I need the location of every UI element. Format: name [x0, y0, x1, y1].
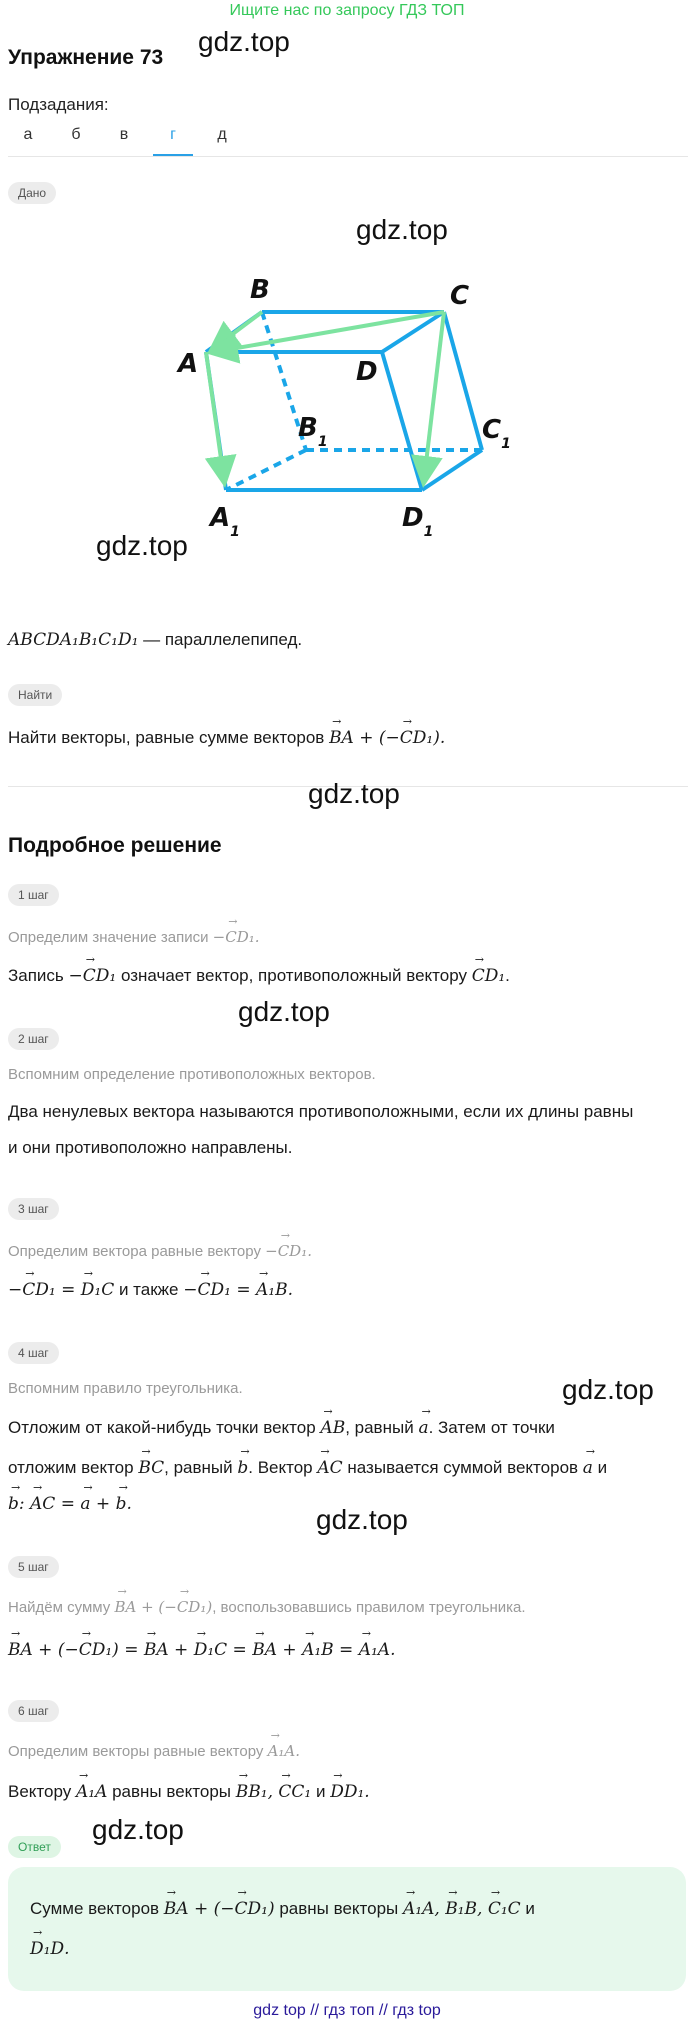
step-body: → BA + (−→ CD₁) = → BA + → D₁C = → BA + → A₁B = → A₁A. — [8, 1640, 396, 1660]
step-pill: 5 шаг — [8, 1556, 59, 1578]
step-pill: 6 шаг — [8, 1700, 59, 1722]
edge-cc1 — [444, 312, 482, 450]
search-banner[interactable]: Ищите нас по запросу ГДЗ ТОП — [229, 2, 465, 19]
label-b1: $B_1$ — [298, 413, 328, 450]
find-text: Найти векторы, равные сумме векторов → BA + (−→ CD₁). — [8, 728, 445, 748]
subtasks-label: Подзадания: — [8, 95, 109, 114]
given-text: ABCDA₁B₁C₁D₁ — параллелепипед. — [8, 630, 303, 650]
step-body-line: и они противоположно направлены. — [8, 1138, 293, 1157]
edge-b1a1 — [226, 450, 306, 490]
step-pill: 4 шаг — [8, 1342, 59, 1364]
step-hint: Определим значение записи −→ CD₁. — [8, 928, 260, 946]
edge-d1c1 — [422, 450, 482, 490]
tab-b[interactable]: б — [71, 126, 81, 143]
step-body-line: Два ненулевых вектора называются противоположными, если их длины равны — [8, 1102, 634, 1121]
tab-d[interactable]: д — [217, 126, 227, 143]
step-body: −→ CD₁ = → D₁C и также −→ CD₁ = → A₁B. — [8, 1280, 293, 1300]
step-hint: Найдём сумму → BA + (−→ CD₁), воспользовавшись правилом треугольника. — [8, 1598, 526, 1616]
step-pill: 2 шаг — [8, 1028, 59, 1050]
given-pill: Дано — [8, 182, 56, 204]
watermark: gdz.top — [316, 1504, 408, 1535]
answer-box — [8, 1867, 686, 1991]
step-hint: Определим вектора равные вектору −→ CD₁. — [8, 1242, 312, 1260]
step-body: Запись −→ CD₁ означает вектор, противоположный вектору → CD₁. — [8, 966, 510, 986]
parallelepiped-figure — [170, 270, 530, 540]
answer-pill: Ответ — [8, 1836, 61, 1858]
step-pill: 3 шаг — [8, 1198, 59, 1220]
watermark: gdz.top — [356, 214, 448, 245]
watermark: gdz.top — [238, 996, 330, 1027]
label-a: A — [178, 349, 199, 379]
step-body-line: Отложим от какой-нибудь точки вектор → AB, равный → a. Затем от точки — [8, 1418, 555, 1438]
find-pill: Найти — [8, 684, 62, 706]
edge-dd1 — [382, 352, 422, 490]
tab-g[interactable]: г — [153, 126, 193, 156]
label-d: D — [356, 357, 378, 387]
tab-a[interactable]: а — [23, 126, 33, 143]
label-b: B — [250, 275, 270, 305]
footer-links[interactable]: gdz top // гдз топ // гдз top — [253, 2002, 441, 2019]
label-c: C — [450, 281, 470, 311]
watermark: gdz.top — [198, 26, 290, 57]
label-a1: $A_1$ — [210, 503, 240, 540]
label-d1: $D_1$ — [402, 503, 434, 540]
step-hint: Определим векторы равные вектору → A₁A. — [8, 1742, 300, 1760]
vector-cd1 — [424, 312, 444, 480]
answer-line: Сумме векторов → BA + (−→ CD₁) равны векторы → A₁A, → B₁B, → C₁C и — [30, 1899, 535, 1919]
watermark: gdz.top — [308, 778, 400, 809]
step-body-line: → b: → AC = → a + → b. — [8, 1494, 132, 1514]
subtask-tabs — [8, 124, 688, 157]
step-body: Вектору → A₁A равны векторы → BB₁, → CC₁ и → DD₁. — [8, 1782, 370, 1802]
step-pill: 1 шаг — [8, 884, 59, 906]
watermark: gdz.top — [96, 530, 188, 561]
vector-aa1 — [206, 352, 224, 480]
tab-v[interactable]: в — [119, 126, 129, 143]
watermark: gdz.top — [562, 1374, 654, 1405]
answer-line: → D₁D. — [30, 1939, 69, 1959]
step-hint: Вспомним определение противоположных векторов. — [8, 1066, 376, 1083]
solution-title: Подробное решение — [8, 834, 222, 857]
hidden-edges — [226, 312, 482, 490]
label-c1: $C_1$ — [482, 415, 511, 452]
page-title: Упражнение 73 — [8, 46, 164, 69]
step-hint: Вспомним правило треугольника. — [8, 1380, 243, 1397]
vector-ba — [214, 312, 262, 348]
watermark: gdz.top — [92, 1814, 184, 1845]
step-body-line: отложим вектор → BC, равный → b. Вектор → AC называется суммой векторов → a и — [8, 1458, 607, 1478]
